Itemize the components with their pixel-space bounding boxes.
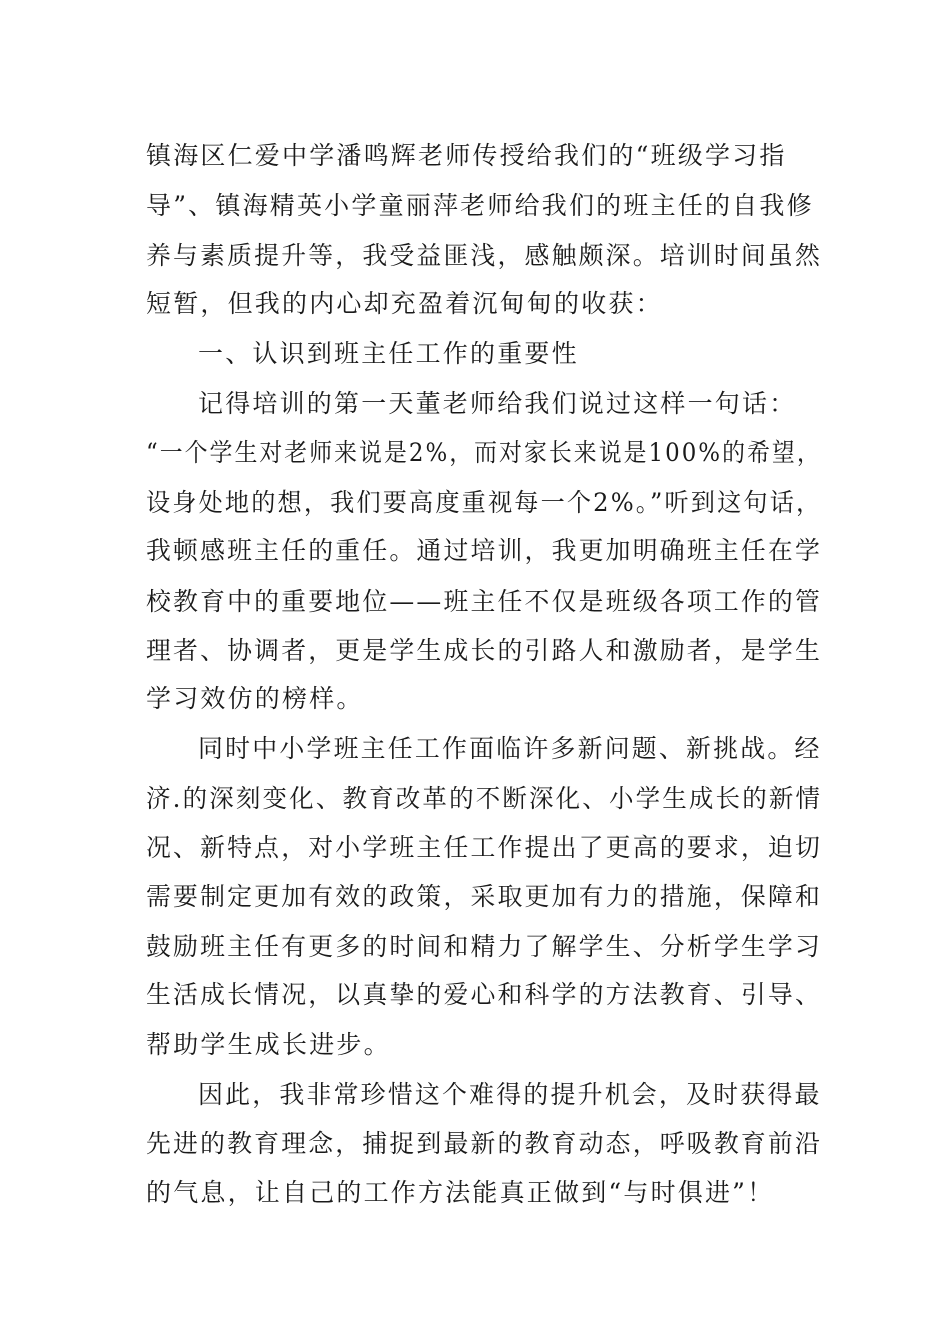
text-line: 理者、协调者，更是学生成长的引路人和激励者，是学生 <box>146 636 823 665</box>
text-line: 济.的深刻变化、教育改革的不断深化、小学生成长的新情 <box>146 784 823 813</box>
section-heading: 一、认识到班主任工作的重要性 <box>198 339 579 368</box>
text-line: 校教育中的重要地位——班主任不仅是班级各项工作的管 <box>146 587 823 616</box>
text-line: 镇海区仁爱中学潘鸣辉老师传授给我们的“班级学习指 <box>146 141 787 170</box>
text-line: 短暂，但我的内心却充盈着沉甸甸的收获： <box>146 289 663 318</box>
text-line: “一个学生对老师来说是2%，而对家长来说是100%的希望， <box>146 438 822 467</box>
text-line: 因此，我非常珍惜这个难得的提升机会，及时获得最 <box>198 1080 822 1109</box>
text-line: 况、新特点，对小学班主任工作提出了更高的要求，迫切 <box>146 833 823 862</box>
text-line: 先进的教育理念，捕捉到最新的教育动态，呼吸教育前沿 <box>146 1129 823 1158</box>
text-line: 需要制定更加有效的政策，采取更加有力的措施，保障和 <box>146 882 823 911</box>
text-line: 记得培训的第一天董老师给我们说过这样一句话： <box>198 389 797 418</box>
text-line: 我顿感班主任的重任。通过培训，我更加明确班主任在学 <box>146 536 823 565</box>
text-line: 生活成长情况，以真挚的爱心和科学的方法教育、引导、 <box>146 980 823 1009</box>
text-line: 的气息，让自己的工作方法能真正做到“与时俱进”！ <box>146 1178 775 1207</box>
text-line: 学习效仿的榜样。 <box>146 684 364 713</box>
text-line: 同时中小学班主任工作面临许多新问题、新挑战。经 <box>198 734 822 763</box>
text-line: 鼓励班主任有更多的时间和精力了解学生、分析学生学习 <box>146 932 823 961</box>
text-line: 帮助学生成长进步。 <box>146 1030 391 1059</box>
text-line: 设身处地的想，我们要高度重视每一个2%。”听到这句话， <box>146 488 823 517</box>
text-line: 导”、镇海精英小学童丽萍老师给我们的班主任的自我修 <box>146 191 814 220</box>
text-line: 养与素质提升等，我受益匪浅，感触颇深。培训时间虽然 <box>146 241 823 270</box>
